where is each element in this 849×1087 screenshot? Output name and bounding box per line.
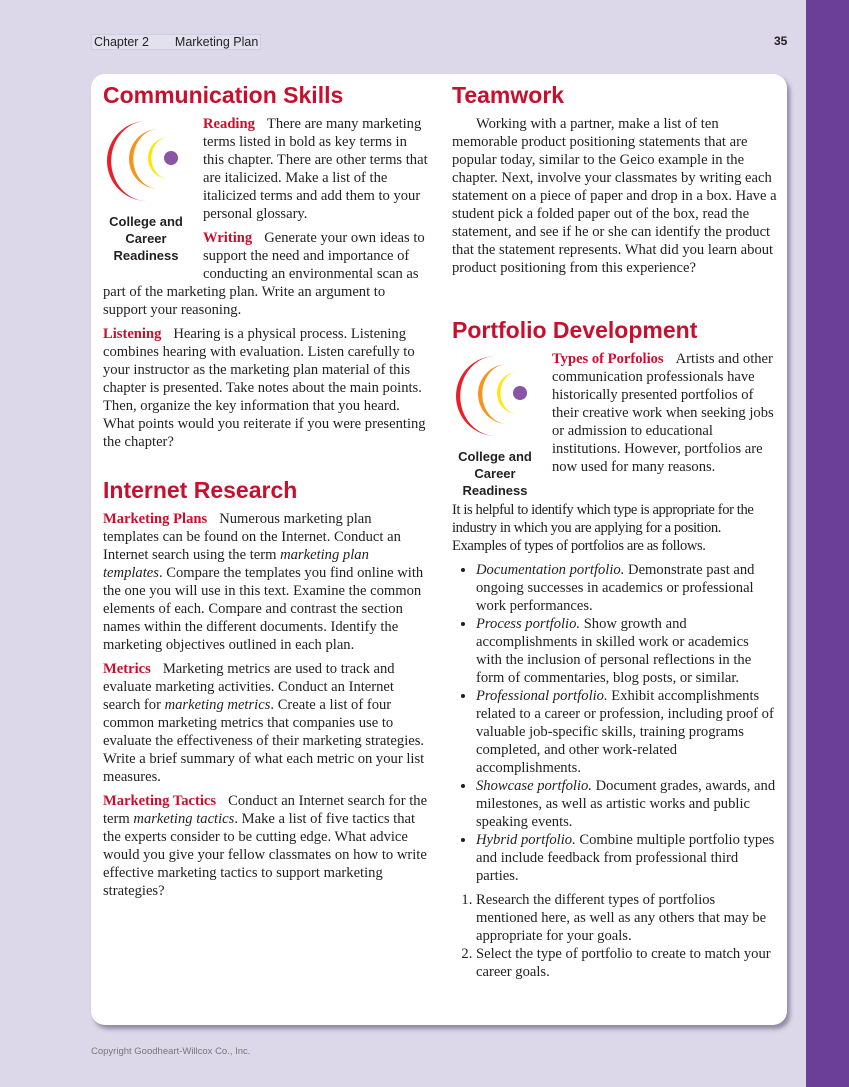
item-text: Document grades, awards, and milestones, as well as artistic works and public speaking events. [476, 778, 776, 830]
step-item: 2. Select the type of portfolio to create to match your career goals. [476, 945, 777, 981]
copyright: Copyright Goodheart-Willcox Co., Inc. [91, 1046, 251, 1057]
readiness-arcs-icon [452, 352, 538, 444]
tactics-text: Conduct an Internet search for the term [103, 793, 428, 827]
item-text: Demonstrate past and ongoing successes in academics or professional work performances. [476, 562, 755, 614]
metrics-term: marketing metrics [164, 697, 271, 713]
metrics-text: Marketing metrics are used to track and evaluate marketing activities. Conduct an Internet search for [103, 661, 395, 713]
types-label: Types of Porfolios [552, 351, 664, 367]
page-number: 35 [774, 34, 788, 48]
running-header [91, 34, 261, 50]
portfolio-development-heading: Portfolio Development [452, 317, 698, 343]
item-term: Professional portfolio. [476, 688, 608, 704]
left-column [103, 82, 428, 906]
writing-label: Writing [203, 230, 253, 246]
teamwork-heading: Teamwork [452, 82, 565, 108]
teamwork-text: Working with a partner, make a list of ten memorable product positioning statements that are popular today, similar to the Geico example in the chapter. Next, involve your classmates by writing each statement on a piece of paper and drop in a box. Have a student pick a folded paper out of the box, read the statement, and see if he or she can identify the product that the statement represents. What did you learn about product positioning from this experience? [452, 116, 777, 276]
item-text: Combine multiple portfolio types and include feedback from professional third parties. [476, 832, 775, 884]
logo-caption: College and Career Readiness [109, 214, 183, 263]
chapter-title: Marketing Plan [174, 35, 259, 49]
plans-text: Numerous marketing plan templates can be found on the Internet. Conduct an Internet search using the term [103, 511, 401, 563]
logo-caption: College and Career Readiness [458, 449, 532, 498]
item-term: Showcase portfolio. [476, 778, 592, 794]
communication-skills-heading: Communication Skills [103, 82, 344, 108]
item-term: Hybrid portfolio. [476, 832, 576, 848]
tactics-term: marketing tactics [133, 811, 235, 827]
types-text: Artists and other communication professionals have historically presented portfolios of their creative work when seeking jobs or admission to educational institutions. However, portfolios are now used for many reasons. [552, 351, 774, 475]
right-column [452, 82, 777, 981]
writing-text: Generate your own ideas to support the need and importance of conducting an environmental scan as part of the marketing plan. Write an argument to support your reasoning. [103, 230, 425, 318]
metrics-label: Metrics [103, 661, 151, 677]
item-text: Show growth and accomplishments in skilled work or academics with the inclusion of personal reflections in the form of commentaries, blog posts, or similar. [476, 616, 752, 686]
tactics-text-2: . Make a list of five tactics that the experts consider to be cutting edge. What advice would you give your fellow classmates on how to write effective marketing tactics to support marketing strategies? [103, 811, 427, 899]
marketing-plans-label: Marketing Plans [103, 511, 208, 527]
step-item: 1. Research the different types of portfolios mentioned here, as well as any others that may be appropriate for your goals. [476, 891, 777, 945]
readiness-arcs-icon [103, 117, 189, 209]
item-term: Process portfolio. [476, 616, 581, 632]
purple-edge-stripe [806, 0, 849, 1087]
college-career-readiness-logo [103, 117, 189, 264]
reading-text: There are many marketing terms listed in bold as key terms in this chapter. There are other terms that are italicized. Make a list of the italicized terms and add them to your personal glossary. [203, 116, 428, 222]
listening-label: Listening [103, 326, 162, 342]
college-career-readiness-logo [452, 352, 538, 499]
reading-label: Reading [203, 116, 255, 132]
metrics-text-2: . Create a list of four common marketing metrics that companies use to evaluate the effectiveness of their marketing strategies. Write a brief summary of what each metric on your list measures. [103, 697, 425, 785]
portfolio-types-list [452, 561, 777, 885]
plans-term: marketing plan templates [103, 547, 369, 581]
item-text: Exhibit accomplishments related to a career or profession, including proof of valuable job-specific skills, training programs completed, and other work-related accomplishments. [476, 688, 774, 776]
plans-text-2: . Compare the templates you find online with the one you will use in this text. Examine the common elements of each. Compare and contrast the section names within the different documents. Identify the marketing objectives outlined in each plan. [103, 565, 424, 653]
marketing-tactics-label: Marketing Tactics [103, 793, 217, 809]
list-item [476, 687, 777, 777]
list-item [476, 615, 777, 687]
portfolio-intro: It is helpful to identify which type is appropriate for the industry in which you are applying for a position. Examples of types of portfolios are as follows. [452, 502, 754, 554]
chapter-label: Chapter 2 [94, 35, 149, 49]
content-card [91, 74, 787, 1025]
portfolio-steps-list [452, 891, 777, 981]
list-item [476, 561, 777, 615]
internet-research-heading: Internet Research [103, 477, 298, 503]
item-term: Documentation portfolio. [476, 562, 625, 578]
listening-text: Hearing is a physical process. Listening combines hearing with evaluation. Listen carefully to your instructor as the marketing plan material of this chapter is presented. Take notes about the main points. Then, organize the key information that you heard. What points would you reiterate if you were presenting the chapter? [103, 326, 426, 450]
list-item [476, 777, 777, 831]
list-item [476, 831, 777, 885]
